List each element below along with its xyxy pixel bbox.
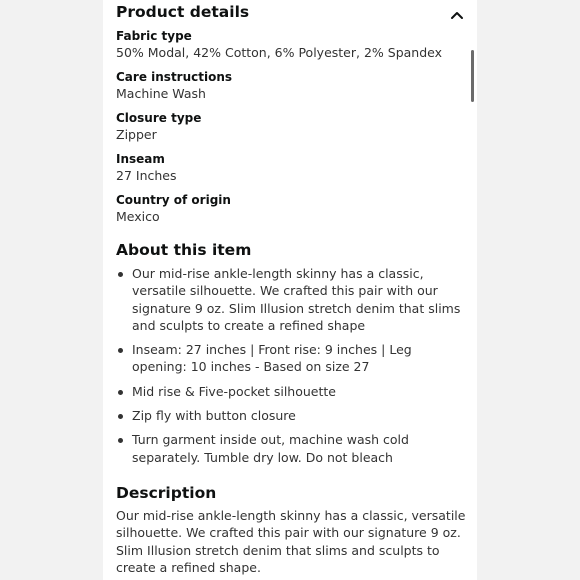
product-details-list: [116, 28, 466, 225]
detail-value: Mexico: [116, 209, 160, 224]
bullet-icon: [118, 414, 123, 419]
about-bullets: [116, 265, 466, 466]
product-info-content: [116, 0, 466, 576]
about-section: [116, 239, 466, 466]
detail-country-of-origin: [116, 192, 466, 225]
chevron-up-icon[interactable]: [450, 9, 464, 21]
bullet-text: Our mid-rise ankle-length skinny has a classic, versatile silhouette. We crafted this pair with our signature 9 oz. Slim Illusion stretch denim that slims and sculpts to create a refined shape: [132, 266, 461, 333]
bullet-icon: [118, 272, 123, 277]
detail-care-instructions: [116, 69, 466, 102]
bullet-icon: [118, 390, 123, 395]
bullet-icon: [118, 348, 123, 353]
detail-fabric-type: [116, 28, 466, 61]
detail-label: Inseam: [116, 152, 165, 166]
bullet-text: Turn garment inside out, machine wash cold separately. Tumble dry low. Do not bleach: [132, 432, 409, 465]
list-item: [116, 383, 466, 400]
detail-inseam: [116, 151, 466, 184]
product-details-title: Product details: [116, 3, 250, 21]
scrollbar-thumb[interactable]: [471, 50, 474, 102]
detail-value: Machine Wash: [116, 86, 206, 101]
bullet-text: Inseam: 27 inches | Front rise: 9 inches | Leg opening: 10 inches - Based on size 27: [132, 342, 412, 375]
detail-label: Closure type: [116, 111, 202, 125]
description-title: Description: [116, 483, 217, 502]
bullet-icon: [118, 438, 123, 443]
product-info-panel: [103, 0, 477, 580]
bullet-text: Zip fly with button closure: [132, 408, 296, 424]
detail-closure-type: [116, 110, 466, 143]
description-text: Our mid-rise ankle-length skinny has a classic, versatile silhouette. We crafted this pair with our signature 9 oz. Slim Illusion stretch denim that slims and sculpts to create a refined shape.: [116, 507, 466, 575]
bullet-text: Mid rise & Five-pocket silhouette: [132, 383, 336, 399]
detail-label: Care instructions: [116, 70, 233, 84]
list-item: [116, 407, 466, 424]
detail-label: Fabric type: [116, 29, 192, 43]
detail-value: 50% Modal, 42% Cotton, 6% Polyester, 2% Spandex: [116, 45, 443, 60]
detail-label: Country of origin: [116, 193, 231, 207]
product-details-header[interactable]: [116, 1, 466, 25]
list-item: [116, 341, 466, 376]
list-item: [116, 431, 466, 466]
description-section: [116, 482, 466, 576]
detail-value: Zipper: [116, 127, 157, 142]
list-item: [116, 265, 466, 334]
about-title: About this item: [116, 241, 252, 259]
detail-value: 27 Inches: [116, 168, 177, 183]
